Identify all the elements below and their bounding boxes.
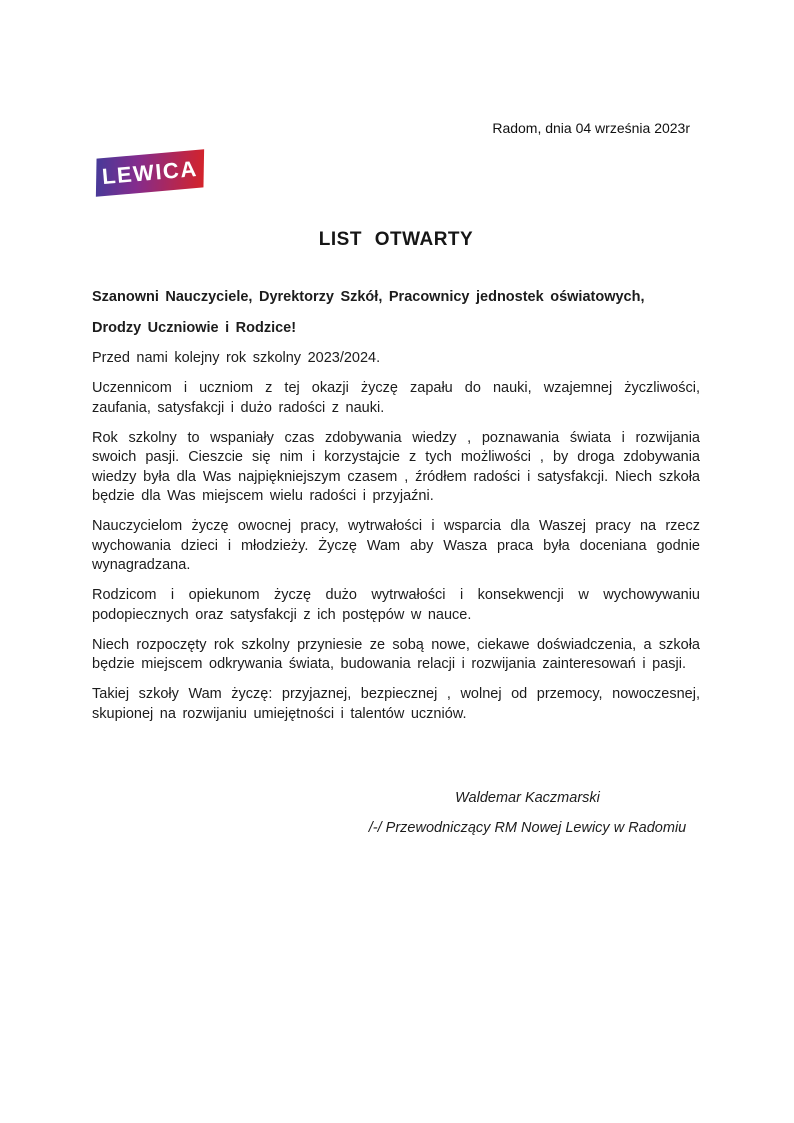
salutation-line-2: Drodzy Uczniowie i Rodzice! xyxy=(92,319,297,336)
paragraph-students-wishes: Uczennicom i uczniom z tej okazji życzę zapału do nauki, wzajemnej życzliwości, zaufania, satysfakcji i dużo radości z nauki. xyxy=(92,380,700,416)
paragraph-teachers-wishes: Nauczycielom życzę owocnej pracy, wytrwałości i wsparcia dla Waszej pracy na rzecz wychowania dzieci i młodzieży. Życzę Wam aby Wasza praca była doceniana godnie wynagradzana. xyxy=(92,518,700,573)
salutation-line-1: Szanowni Nauczyciele, Dyrektorzy Szkół, Pracownicy jednostek oświatowych, xyxy=(92,289,645,305)
paragraph-parents-wishes: Rodzicom i opiekunom życzę dużo wytrwałości i konsekwencji w wychowywaniu podopiecznych oraz satysfakcji z ich postępów w nauce. xyxy=(92,587,700,623)
signature-role: /-/ Przewodniczący RM Nowej Lewicy w Radomiu xyxy=(368,820,687,836)
signature-name: Waldemar Kaczmarski xyxy=(455,790,600,806)
paragraph-school-year: Przed nami kolejny rok szkolny 2023/2024. xyxy=(92,350,381,366)
paragraph-school-time: Rok szkolny to wspaniały czas zdobywania wiedzy , poznawania świata i rozwijania swoich pasji. Cieszcie się nim i korzystajcie z tych możliwości , by droga zdobywania wiedzy była dla Was najpiękniejszym czasem , źródłem radości i satysfakcji. Niech szkoła będzie dla Was miejscem wielu radości i przyjaźni. xyxy=(92,429,700,504)
letter-title: LIST OTWARTY xyxy=(318,229,474,250)
paragraph-new-year-hopes: Niech rozpoczęty rok szkolny przyniesie ze sobą nowe, ciekawe doświadczenia, a szkoła będzie miejscem odkrywania świata, budowania relacji i rozwijania zainteresowań i pasji. xyxy=(92,636,700,672)
paragraph-ideal-school: Takiej szkoły Wam życzę: przyjaznej, bezpiecznej , wolnej od przemocy, nowoczesnej, skupionej na rozwijaniu umiejętności i talentów uczniów. xyxy=(92,686,700,722)
lewica-logo xyxy=(96,149,204,197)
lewica-logo-text: LEWICA xyxy=(101,155,199,190)
date-line: Radom, dnia 04 września 2023r xyxy=(492,120,690,136)
letter-body xyxy=(92,288,700,724)
signature-block xyxy=(355,788,700,838)
